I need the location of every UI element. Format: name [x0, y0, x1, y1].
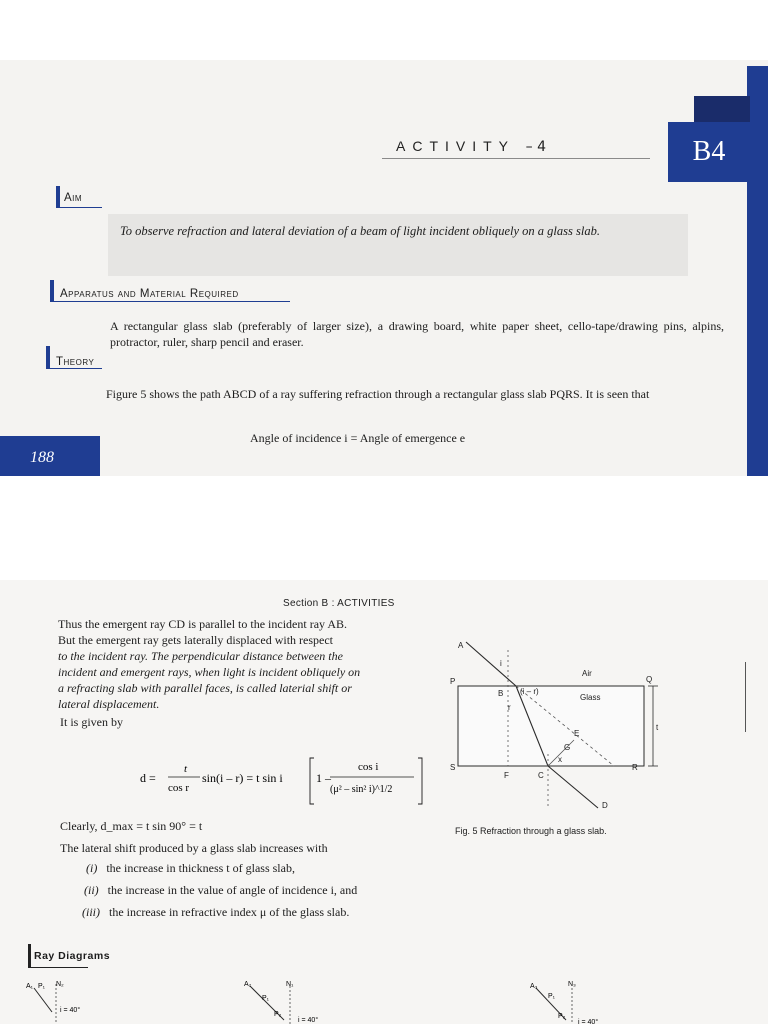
page-number: 188: [30, 449, 54, 466]
list-text: the increase in the value of angle of incidence i, and: [107, 883, 358, 897]
aim-heading-mark: [56, 186, 60, 208]
rd3-label-n: N₃: [568, 981, 576, 988]
rd3-label-p1: P₁: [548, 993, 556, 1000]
para-line: a refracting slab with parallel faces, is called laterial shift or: [58, 681, 352, 695]
label-s: S: [450, 763, 456, 772]
label-angle: (i – r): [520, 687, 539, 696]
rd2-label-p2: P₂: [274, 1011, 282, 1018]
refraction-figure: [446, 636, 696, 826]
theory-heading: Theory: [56, 356, 95, 368]
label-q: Q: [646, 675, 653, 684]
theory-heading-mark: [46, 346, 50, 368]
rd3-label-p2: P₂: [558, 1013, 566, 1020]
ray-diagrams-heading-underline: [28, 967, 88, 968]
para-line: incident and emergent rays, when light is incident obliquely on: [58, 665, 361, 679]
list-text: the increase in thickness t of glass slab,: [106, 861, 295, 875]
section-tab-label: B4: [692, 136, 726, 167]
top-margin: [0, 0, 768, 60]
list-marker: (iii): [82, 905, 100, 919]
dmax-text: Clearly, d_max = t sin 90° = t: [60, 819, 203, 833]
list-item: [86, 860, 295, 876]
formula-bracket-one: 1 –: [316, 771, 331, 785]
formula-mid: sin(i – r) = t sin i: [202, 771, 283, 785]
label-d: D: [602, 801, 608, 810]
rd1-label-n: N₂: [56, 981, 64, 988]
label-glass: Glass: [580, 693, 601, 702]
ray-diagram-3: [530, 978, 630, 1024]
activity-title: [396, 138, 546, 155]
title-rule: [382, 158, 650, 159]
theory-equation: Angle of incidence i = Angle of emergence e: [250, 431, 466, 445]
theory-heading-underline: [46, 368, 102, 369]
ray-diagram-1-ray: [34, 988, 52, 1012]
running-head: Section B : ACTIVITIES: [283, 598, 395, 609]
paragraph-lateral-shift: [58, 616, 418, 712]
aim-heading: Aim: [64, 192, 83, 204]
tab-fold: [694, 96, 750, 122]
given-by-text: It is given by: [60, 715, 123, 729]
apparatus-heading-underline: [50, 301, 290, 302]
formula-frac-den: cos r: [168, 782, 190, 794]
apparatus-text: A rectangular glass slab (preferably of larger size), a drawing board, white paper sheet, cello-tape/drawing pins, alpins, protractor, ruler, sharp pencil and eraser.: [110, 319, 724, 349]
bottom-page: [0, 580, 768, 1024]
list-item: [84, 882, 357, 898]
label-g: G: [564, 743, 571, 752]
para-line: Thus the emergent ray CD is parallel to the incident ray AB.: [58, 617, 348, 631]
label-e: E: [574, 729, 580, 738]
rd1-label-p: P₁: [38, 983, 46, 990]
rd2-label-a: A₂: [244, 981, 252, 988]
label-b: B: [498, 689, 504, 698]
para-line: But the emergent ray gets laterally displaced with respect: [58, 633, 334, 647]
rd2-label-i: i = 40°: [298, 1017, 319, 1024]
rd1-label-a: A₁: [26, 983, 34, 990]
formula-inner-num: cos i: [358, 761, 379, 773]
formula-bracket-left: [310, 758, 314, 804]
label-c: C: [538, 771, 544, 780]
label-x: x: [558, 755, 562, 764]
aim-heading-underline: [56, 207, 102, 208]
label-r-angle: r: [508, 703, 511, 712]
activity-title-text: ACTIVITY: [396, 138, 515, 154]
rd2-label-n: N₁: [286, 981, 294, 988]
activity-number-handwritten: – 4: [525, 139, 547, 155]
formula-frac-num: t: [184, 763, 188, 775]
apparatus-heading: Apparatus and Material Required: [60, 288, 239, 300]
glass-slab: [458, 686, 644, 766]
para-line: lateral displacement.: [58, 697, 160, 711]
ray-diagram-2: [244, 976, 344, 1024]
label-a: A: [458, 641, 464, 650]
label-air: Air: [582, 669, 592, 678]
list-text: the increase in refractive index μ of the glass slab.: [109, 905, 350, 919]
label-r: R: [632, 763, 638, 772]
figure-caption: Fig. 5 Refraction through a glass slab.: [455, 826, 607, 836]
page-edge-rule: [745, 662, 746, 732]
rd2-label-p1: P₁: [262, 995, 270, 1002]
theory-text: Figure 5 shows the path ABCD of a ray suffering refraction through a rectangular glass slab PQRS. It is seen that: [106, 387, 650, 401]
list-marker: (i): [86, 861, 98, 875]
list-marker: (ii): [84, 883, 99, 897]
rd1-label-i: i = 40°: [60, 1007, 81, 1014]
rd3-label-i: i = 40°: [578, 1019, 599, 1024]
rd3-label-a: A₃: [530, 983, 538, 990]
list-item: [82, 904, 349, 920]
incident-ray: [466, 642, 516, 686]
label-p: P: [450, 677, 456, 686]
emergent-ray: [548, 766, 598, 808]
chapter-side-bar: [747, 66, 768, 476]
section-tab: [668, 122, 750, 182]
aim-text: To observe refraction and lateral deviation of a beam of light incident obliquely on a glass slab.: [120, 224, 600, 238]
top-page: [0, 0, 768, 476]
label-i: i: [500, 659, 502, 668]
formula-bracket-right: [418, 758, 422, 804]
apparatus-heading-mark: [50, 280, 54, 302]
lateral-shift-formula: [138, 756, 428, 816]
para-line: to the incident ray. The perpendicular distance between the: [58, 649, 343, 663]
lateral-shift-intro: The lateral shift produced by a glass slab increases with: [60, 841, 328, 855]
formula-lhs: d =: [140, 771, 156, 785]
label-t: t: [656, 723, 659, 732]
ray-diagrams-heading: Ray Diagrams: [34, 950, 111, 962]
ray-diagram-1: [26, 978, 116, 1024]
ray-diagrams-heading-mark: [28, 944, 31, 968]
formula-inner-den: (μ² – sin² i)^1/2: [330, 784, 393, 795]
label-f: F: [504, 771, 509, 780]
